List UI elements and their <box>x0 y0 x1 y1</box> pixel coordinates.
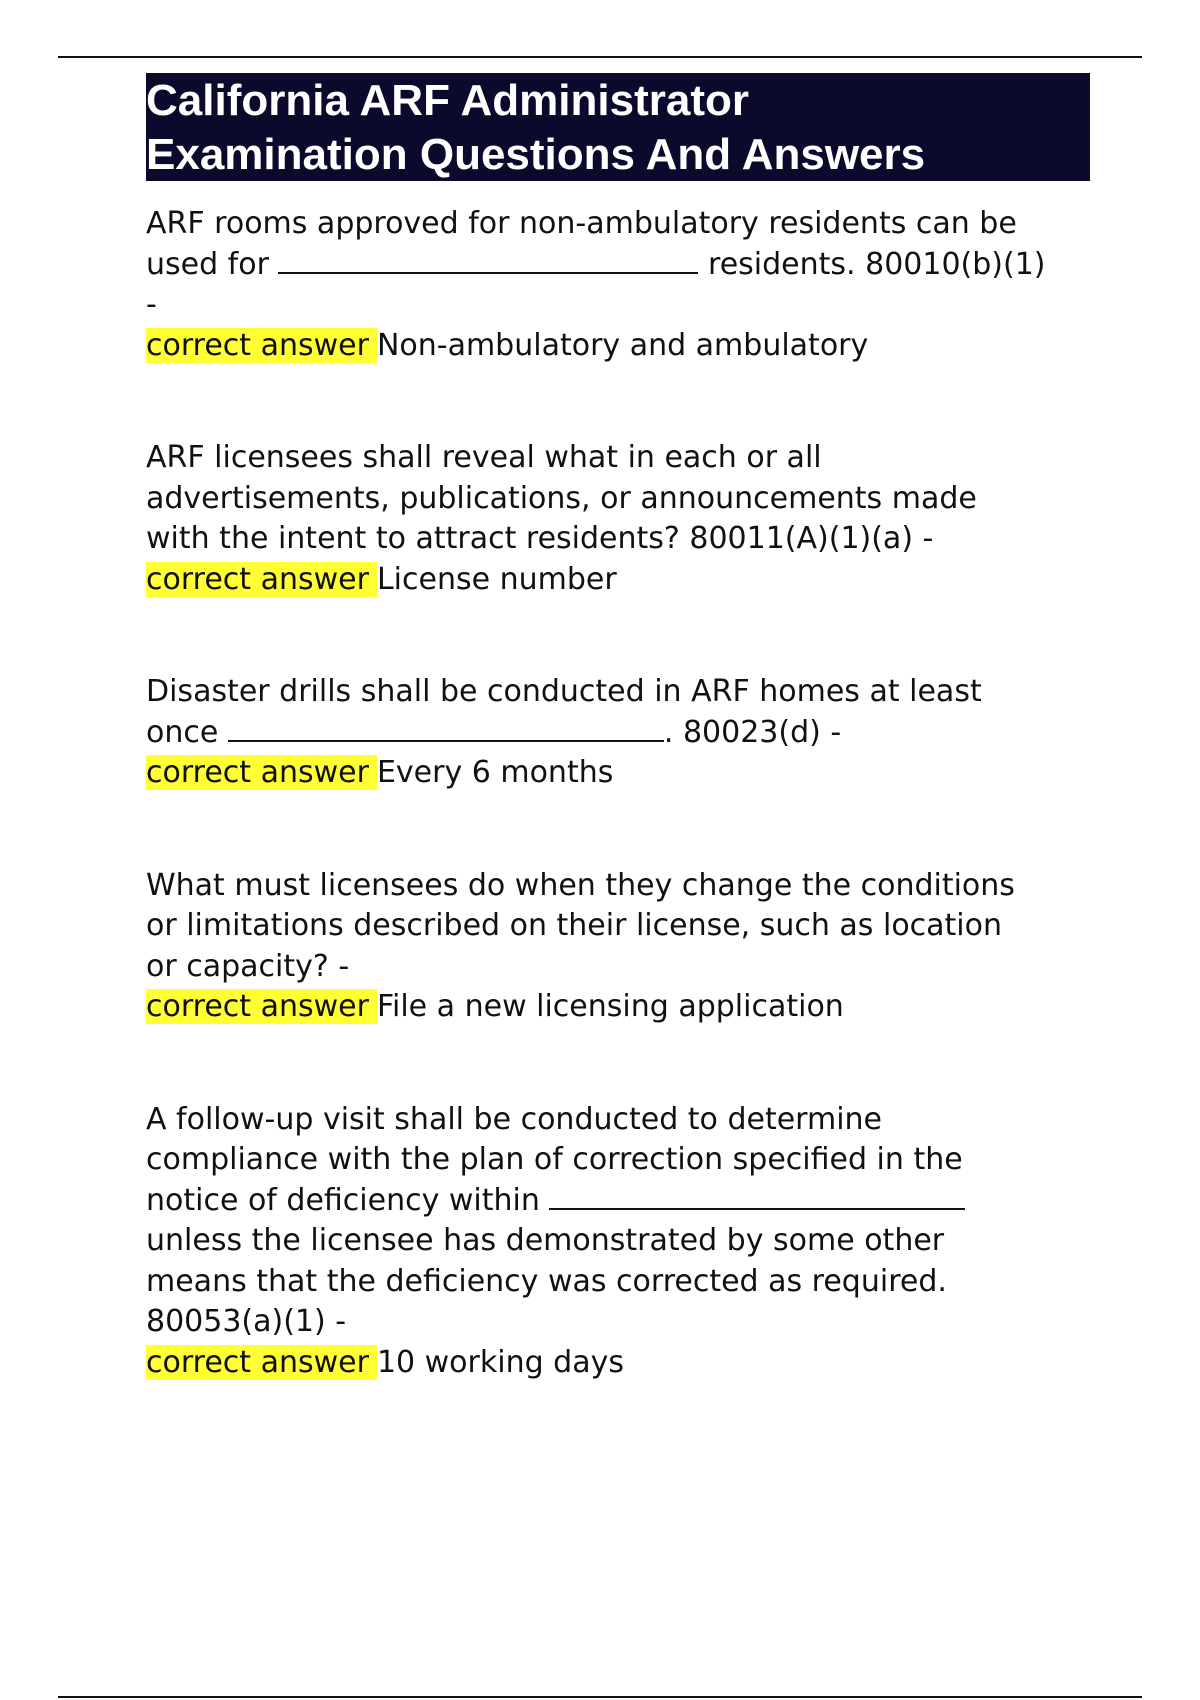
qa-list <box>146 204 1090 1383</box>
answer-text: Non-ambulatory and ambulatory <box>376 327 869 363</box>
question-line: 80053(a)(1) - <box>146 1304 347 1339</box>
correct-answer-label: correct answer <box>146 989 377 1024</box>
answer-blank <box>228 716 664 742</box>
question-line: compliance with the plan of correction specified in the <box>146 1142 963 1177</box>
answer-text: Every 6 months <box>376 755 614 790</box>
question-text <box>146 438 1090 560</box>
question-line: advertisements, publications, or announcements made <box>146 480 977 516</box>
qa-item <box>146 1100 1090 1384</box>
question-line: Disaster drills shall be conducted in ARF homes at least <box>146 674 982 709</box>
answer-text: License number <box>376 561 617 597</box>
question-fragment: once <box>146 714 219 750</box>
question-fragment: notice of deficiency within <box>146 1182 540 1218</box>
question-text <box>146 672 1090 753</box>
correct-answer-label: correct answer <box>146 1345 377 1380</box>
correct-answer-label: correct answer <box>146 328 377 363</box>
question-line: What must licensees do when they change the conditions <box>146 867 1015 903</box>
title-line-2: Examination Questions And Answers <box>146 130 926 179</box>
answer-line <box>146 987 1090 1028</box>
answer-line <box>146 560 1090 601</box>
answer-text: File a new licensing application <box>376 989 844 1024</box>
question-line: means that the deficiency was corrected as required. <box>146 1263 947 1299</box>
correct-answer-label: correct answer <box>146 562 377 597</box>
question-line: with the intent to attract residents? 80011(A)(1)(a) - <box>146 521 934 556</box>
question-line: unless the licensee has demonstrated by some other <box>146 1223 945 1258</box>
answer-blank <box>278 248 698 274</box>
document-title <box>146 73 1090 181</box>
question-text <box>146 866 1090 988</box>
answer-blank <box>549 1184 965 1210</box>
question-line: ARF licensees shall reveal what in each or all <box>146 440 822 475</box>
document-page <box>146 73 1090 1455</box>
bottom-rule <box>58 1696 1142 1698</box>
question-fragment: residents. 80010(b)(1) <box>708 246 1046 282</box>
answer-line <box>146 326 1090 367</box>
question-text <box>146 204 1090 326</box>
answer-text: 10 working days <box>376 1344 624 1380</box>
question-line: - <box>146 287 157 322</box>
qa-item <box>146 438 1090 600</box>
question-text <box>146 1100 1090 1343</box>
question-line <box>146 713 1090 754</box>
question-line: ARF rooms approved for non-ambulatory residents can be <box>146 206 1017 241</box>
question-line: A follow-up visit shall be conducted to determine <box>146 1101 882 1137</box>
qa-item <box>146 866 1090 1028</box>
question-line: or limitations described on their license, such as location <box>146 908 1003 943</box>
answer-line <box>146 753 1090 794</box>
question-fragment: . 80023(d) - <box>663 714 842 750</box>
answer-line <box>146 1343 1090 1384</box>
question-line <box>146 245 1090 286</box>
question-fragment: used for <box>146 246 269 282</box>
qa-item <box>146 204 1090 366</box>
correct-answer-label: correct answer <box>146 755 377 790</box>
question-line: or capacity? - <box>146 948 350 984</box>
title-line-1: California ARF Administrator <box>146 76 750 125</box>
question-line <box>146 1181 1090 1222</box>
top-rule <box>58 56 1142 58</box>
qa-item <box>146 672 1090 794</box>
